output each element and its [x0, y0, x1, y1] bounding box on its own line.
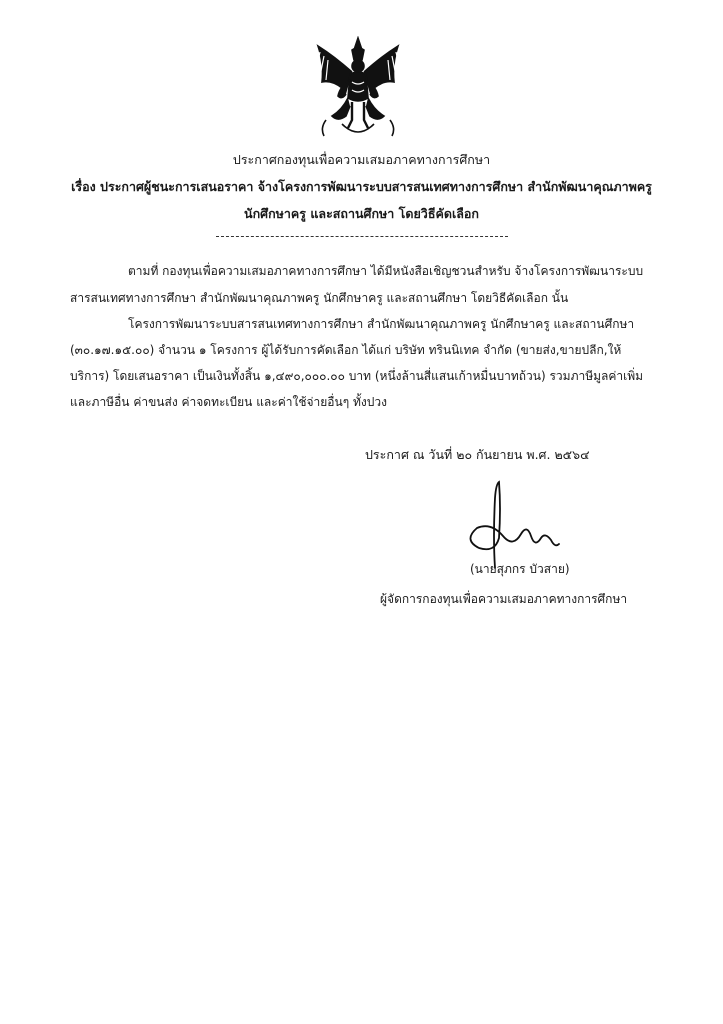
announcement-title: ประกาศกองทุนเพื่อความเสมอภาคทางการศึกษา	[232, 152, 491, 167]
paragraph-2-line-2: (๓๐.๑๗.๑๕.๐๐) จำนวน ๑ โครงการ ผู้ได้รับการคัดเลือก ได้แก่ บริษัท ทรินนิเทค จำกัด (ขายส่ง,ขายปลีก,ให้	[70, 343, 622, 357]
garuda-emblem-icon	[312, 36, 404, 140]
paragraph-2-line-4: และภาษีอื่น ค่าขนส่ง ค่าจดทะเบียน และค่าใช้จ่ายอื่นๆ ทั้งปวง	[70, 395, 387, 409]
paragraph-2-line-1: โครงการพัฒนาระบบสารสนเทศทางการศึกษา สำนักพัฒนาคุณภาพครู นักศึกษาครู และสถานศึกษา	[128, 317, 635, 331]
announcement-date: ประกาศ ณ วันที่ ๒๐ กันยายน พ.ศ. ๒๕๖๔	[365, 447, 590, 462]
paragraph-2-line-3: บริการ) โดยเสนอราคา เป็นเงินทั้งสิ้น ๑,๔๙๐,๐๐๐.๐๐ บาท (หนึ่งล้านสี่แสนเก้าหมื่นบาทถ้วน) รวมภาษีมูลค่าเพิ่ม	[70, 369, 644, 383]
paragraph-1-line-2: สารสนเทศทางการศึกษา สำนักพัฒนาคุณภาพครู นักศึกษาครู และสถานศึกษา โดยวิธีคัดเลือก นั้น	[70, 291, 569, 305]
signer-title: ผู้จัดการกองทุนเพื่อความเสมอภาคทางการศึกษา	[380, 592, 628, 606]
divider	[216, 236, 508, 237]
paragraph-1-line-1: ตามที่ กองทุนเพื่อความเสมอภาคทางการศึกษา ได้มีหนังสือเชิญชวนสำหรับ จ้างโครงการพัฒนาระบบ	[128, 264, 644, 278]
signer-name: (นายสุภกร บัวสาย)	[470, 562, 570, 576]
subject-line-1: เรื่อง ประกาศผู้ชนะการเสนอราคา จ้างโครงการพัฒนาระบบสารสนเทศทางการศึกษา สำนักพัฒนาคุณภาพครู	[71, 179, 652, 194]
subject-line-2: นักศึกษาครู และสถานศึกษา โดยวิธีคัดเลือก	[244, 206, 479, 221]
signature-icon	[455, 478, 570, 573]
